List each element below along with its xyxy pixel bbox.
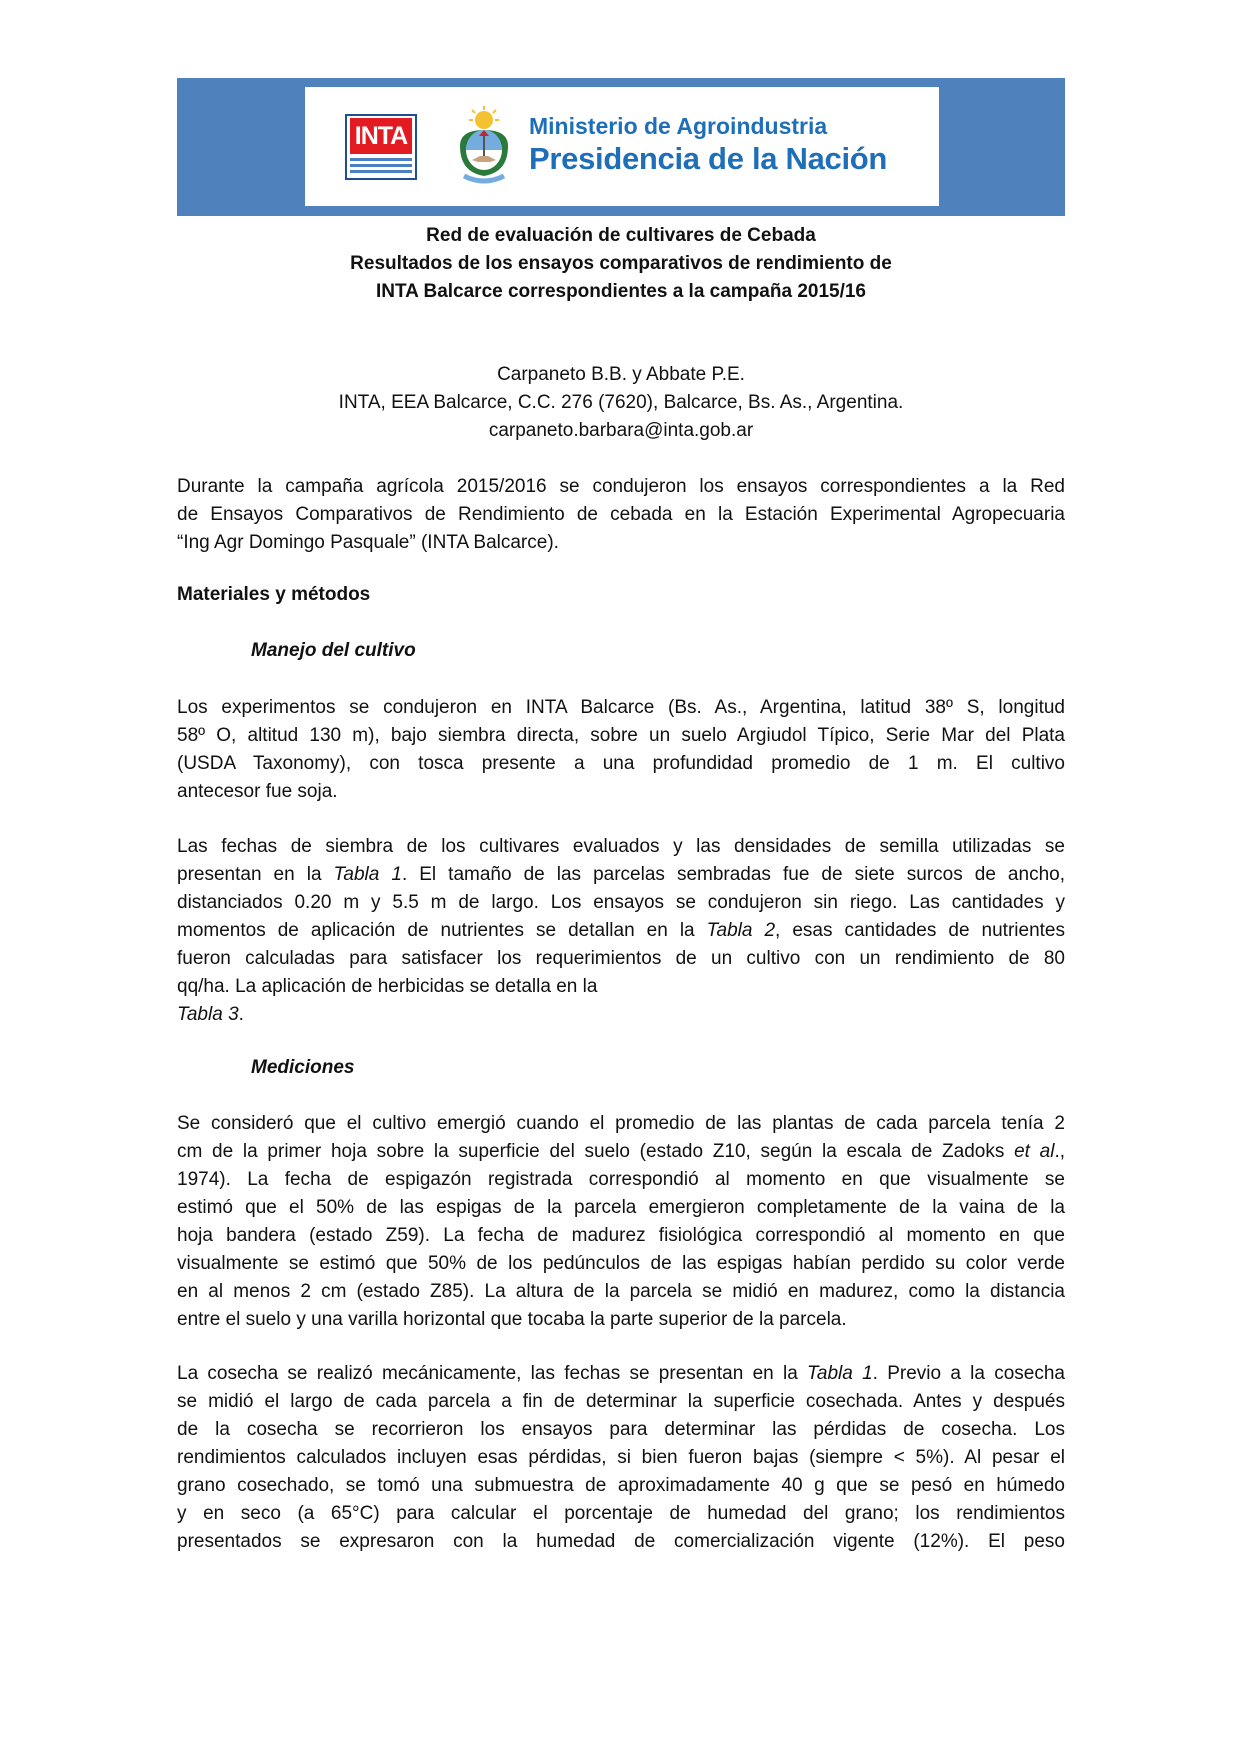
subheading-crop-management: Manejo del cultivo xyxy=(251,640,416,661)
text-line: se midió el largo de cada parcela a fin de determinar la superficie cosechada. Antes y después xyxy=(177,1391,1065,1412)
text-line: rendimientos calculados incluyen esas pérdidas, si bien fueron bajas (siempre < 5%). Al pesar el xyxy=(177,1447,1065,1468)
text-line: Durante la campaña agrícola 2015/2016 se condujeron los ensayos correspondientes a la Red xyxy=(177,476,1065,497)
text-line: 1974). La fecha de espigazón registrada correspondió al momento en que visualmente se xyxy=(177,1169,1065,1190)
text-line: grano cosechado, se tomó una submuestra de aproximadamente 40 g que se pesó en húmedo xyxy=(177,1475,1065,1496)
text-line: 58º O, altitud 130 m), bajo siembra directa, sobre un suelo Argiudol Típico, Serie Mar del Plata xyxy=(177,725,1065,746)
author-names: Carpaneto B.B. y Abbate P.E. xyxy=(497,364,745,385)
text-line: en al menos 2 cm (estado Z85). La altura de la parcela se midió en madurez, como la distancia xyxy=(177,1281,1065,1302)
table-1-reference: Tabla 1 xyxy=(807,1363,873,1384)
ministry-name: Ministerio de Agroindustria xyxy=(529,113,828,139)
inta-logo-stripes xyxy=(350,158,412,176)
text-line: Se consideró que el cultivo emergió cuando el promedio de las plantas de cada parcela tenía 2 xyxy=(177,1113,1065,1134)
document-title xyxy=(177,222,1065,306)
text-line: Las fechas de siembra de los cultivares evaluados y las densidades de semilla utilizadas se xyxy=(177,836,1065,857)
text-line: antecesor fue soja. xyxy=(177,781,338,802)
text-line: momentos de aplicación de nutrientes se detallan en la Tabla 2, esas cantidades de nutrientes xyxy=(177,920,1065,941)
text-line: presentados se expresaron con la humedad de comercialización vigente (12%). El peso xyxy=(177,1531,1065,1552)
text-line: entre el suelo y una varilla horizontal que tocaba la parte superior de la parcela. xyxy=(177,1309,847,1330)
et-al: et al xyxy=(1014,1141,1055,1162)
text-line: visualmente se estimó que 50% de los pedúnculos de las espigas habían perdido su color verde xyxy=(177,1253,1065,1274)
text-line: “Ing Agr Domingo Pasquale” (INTA Balcarce). xyxy=(177,532,559,553)
table-3-reference: Tabla 3 xyxy=(177,1004,239,1025)
author-affiliation: INTA, EEA Balcarce, C.C. 276 (7620), Balcarce, Bs. As., Argentina. xyxy=(338,392,904,413)
text-line: La cosecha se realizó mecánicamente, las fechas se presentan en la Tabla 1. Previo a la cosecha xyxy=(177,1363,1065,1384)
inta-logo-text: INTA xyxy=(350,118,412,154)
title-line-2: Resultados de los ensayos comparativos de rendimiento de xyxy=(350,253,892,274)
text-line: presentan en la Tabla 1. El tamaño de las parcelas sembradas fue de siete surcos de ancho, xyxy=(177,864,1065,885)
paragraph-measurements xyxy=(177,1110,1065,1334)
title-line-1: Red de evaluación de cultivares de Cebada xyxy=(426,225,816,246)
text-line: distanciados 0.20 m y 5.5 m de largo. Los ensayos se condujeron sin riego. Las cantidades y xyxy=(177,892,1065,913)
presidency-name: Presidencia de la Nación xyxy=(529,141,888,176)
author-email: carpaneto.barbara@inta.gob.ar xyxy=(488,420,754,441)
national-coat-of-arms-icon xyxy=(454,106,514,190)
subheading-measurements: Mediciones xyxy=(251,1057,355,1078)
authors-block xyxy=(177,361,1065,445)
text-line: fueron calculadas para satisfacer los requerimientos de un cultivo con un rendimiento de 80 xyxy=(177,948,1065,969)
header-band xyxy=(177,78,1065,216)
text-line: (USDA Taxonomy), con tosca presente a una profundidad promedio de 1 m. El cultivo xyxy=(177,753,1065,774)
text-line: y en seco (a 65°C) para calcular el porcentaje de humedad del grano; los rendimientos xyxy=(177,1503,1065,1524)
text-line: cm de la primer hoja sobre la superficie del suelo (estado Z10, según la escala de Zadoks et al., xyxy=(177,1141,1066,1162)
paragraph-site xyxy=(177,694,1065,806)
text-line: hoja bandera (estado Z59). La fecha de madurez fisiológica correspondió al momento en que xyxy=(177,1225,1065,1246)
table-1-reference: Tabla 1 xyxy=(333,864,402,885)
text-line: qq/ha. La aplicación de herbicidas se detalla en la xyxy=(177,976,598,997)
text-line: Tabla 3. xyxy=(177,1004,244,1025)
section-heading-materials: Materiales y métodos xyxy=(177,584,371,605)
text-line: estimó que el 50% de las espigas de la parcela emergieron completamente de la vaina de la xyxy=(177,1197,1065,1218)
inta-logo xyxy=(345,114,417,180)
text-line: de Ensayos Comparativos de Rendimiento de cebada en la Estación Experimental Agropecuaria xyxy=(177,504,1065,525)
table-2-reference: Tabla 2 xyxy=(706,920,776,941)
intro-paragraph xyxy=(177,473,1065,557)
text-line: de la cosecha se recorrieron los ensayos para determinar las pérdidas de cosecha. Los xyxy=(177,1419,1065,1440)
header-logo-panel xyxy=(305,87,939,206)
paragraph-harvest xyxy=(177,1360,1065,1556)
text-line: Los experimentos se condujeron en INTA Balcarce (Bs. As., Argentina, latitud 38º S, longitud xyxy=(177,697,1065,718)
paragraph-sowing xyxy=(177,833,1065,1029)
title-line-3: INTA Balcarce correspondientes a la campaña 2015/16 xyxy=(375,281,866,302)
